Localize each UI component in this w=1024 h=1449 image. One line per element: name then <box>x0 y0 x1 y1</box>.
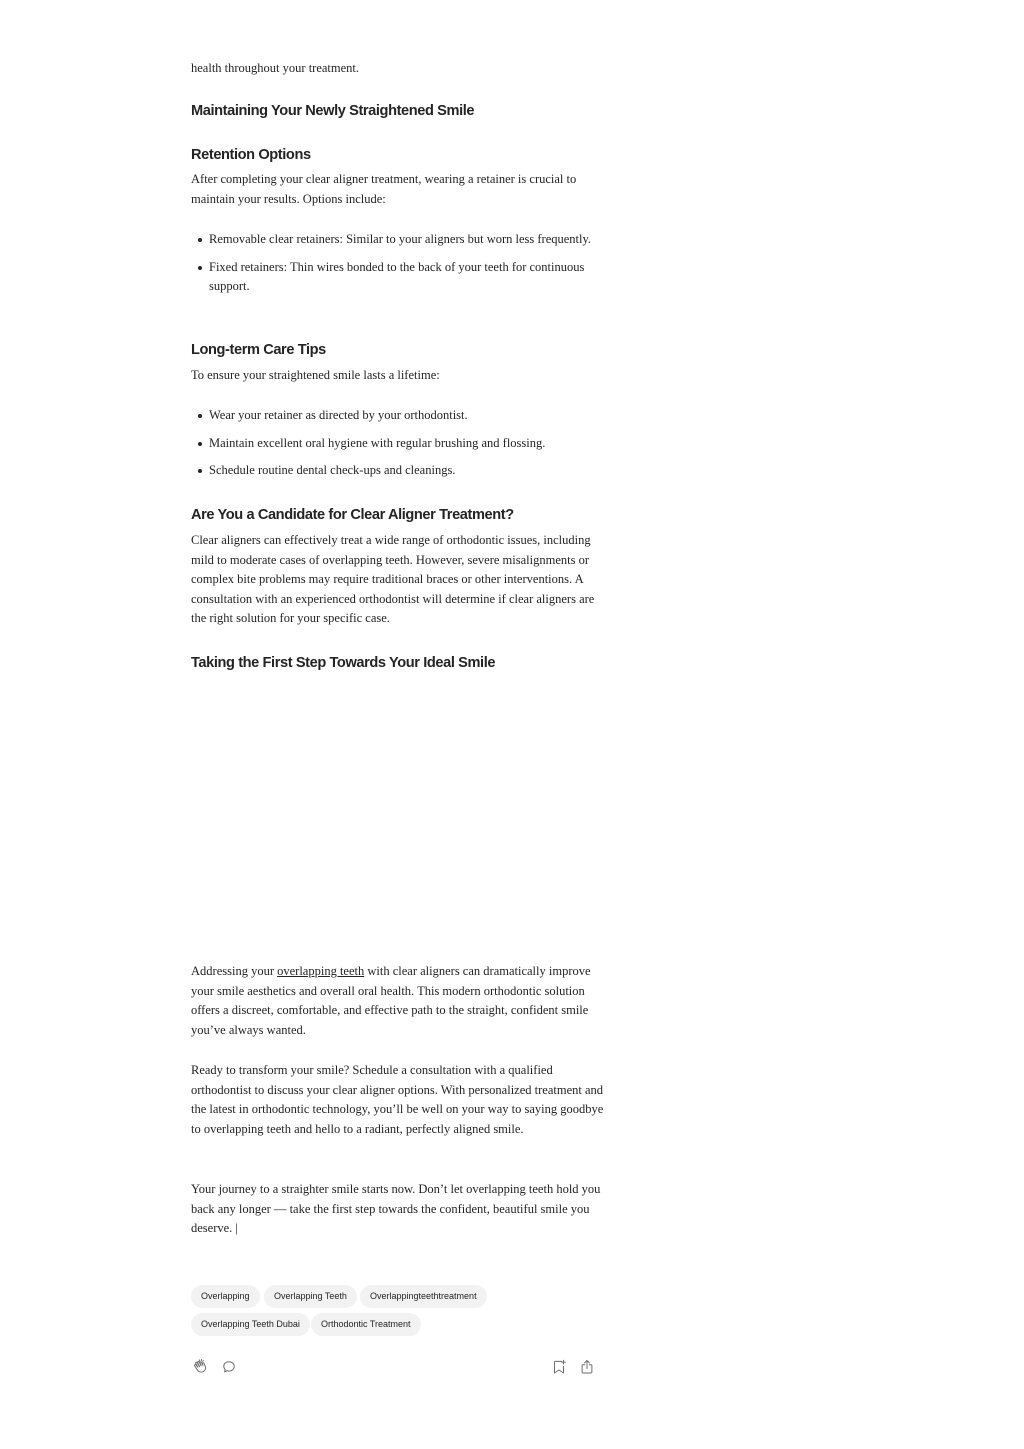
paragraph-intro-tail: health throughout your treatment. <box>191 61 360 75</box>
tag-chip[interactable]: Orthodontic Treatment <box>311 1313 421 1336</box>
list-item: Wear your retainer as directed by your orthodontist. <box>191 406 611 426</box>
retention-list <box>191 230 611 297</box>
list-item: Removable clear retainers: Similar to your aligners but worn less frequently. <box>191 230 611 250</box>
share-icon[interactable] <box>578 1358 596 1376</box>
tag-chip[interactable]: Overlapping Teeth <box>264 1285 357 1308</box>
overlapping-teeth-link[interactable]: overlapping teeth <box>277 964 365 978</box>
tag-chip[interactable]: Overlappingteethtreatment <box>360 1285 487 1308</box>
bookmark-add-icon[interactable] <box>550 1358 568 1376</box>
heading-first-step: Taking the First Step Towards Your Ideal Smile <box>191 655 496 671</box>
heading-candidate: Are You a Candidate for Clear Aligner Treatment? <box>191 507 514 523</box>
list-item: Fixed retainers: Thin wires bonded to the back of your teeth for continuous support. <box>191 258 611 297</box>
article-actions-bar <box>191 1358 611 1380</box>
list-item: Schedule routine dental check-ups and cleanings. <box>191 461 611 481</box>
tag-chip[interactable]: Overlapping <box>191 1285 260 1308</box>
closing-1-text-after: with clear aligners can dramatically improve your smile aesthetics and overall oral health. This modern orthodontic solution offers a discreet, comfortable, and effective path to the straight, confident smile you’ve always wanted. <box>191 964 591 1037</box>
comment-icon[interactable] <box>220 1358 238 1376</box>
list-item: Maintain excellent oral hygiene with regular brushing and flossing. <box>191 434 611 454</box>
paragraph-candidate: Clear aligners can effectively treat a wide range of orthodontic issues, including mild to moderate cases of overlapping teeth. However, severe misalignments or complex bite problems may require traditional braces or other interventions. A consultation with an experienced orthodontist will determine if clear aligners are the right solution for your specific case. <box>191 533 595 626</box>
paragraph-closing-3: Your journey to a straighter smile starts now. Don’t let overlapping teeth hold you back any longer — take the first step towards the confident, beautiful smile you deserve. | <box>191 1182 601 1236</box>
paragraph-retention: After completing your clear aligner treatment, wearing a retainer is crucial to maintain your results. Options include: <box>191 172 577 206</box>
clap-icon[interactable] <box>191 1358 209 1376</box>
heading-long-term-care: Long-term Care Tips <box>191 342 326 358</box>
image-placeholder <box>191 690 611 945</box>
tag-chip[interactable]: Overlapping Teeth Dubai <box>191 1313 310 1336</box>
paragraph-care: To ensure your straightened smile lasts a lifetime: <box>191 368 440 382</box>
heading-retention-options: Retention Options <box>191 147 311 163</box>
heading-maintaining: Maintaining Your Newly Straightened Smile <box>191 103 475 119</box>
paragraph-closing-1 <box>191 962 611 1040</box>
care-list <box>191 406 611 481</box>
closing-1-text-before: Addressing your <box>191 964 278 978</box>
paragraph-closing-2: Ready to transform your smile? Schedule a consultation with a qualified orthodontist to discuss your clear aligner options. With personalized treatment and the latest in orthodontic technology, you’ll be well on your way to saying goodbye to overlapping teeth and hello to a radiant, perfectly aligned smile. <box>191 1063 604 1136</box>
